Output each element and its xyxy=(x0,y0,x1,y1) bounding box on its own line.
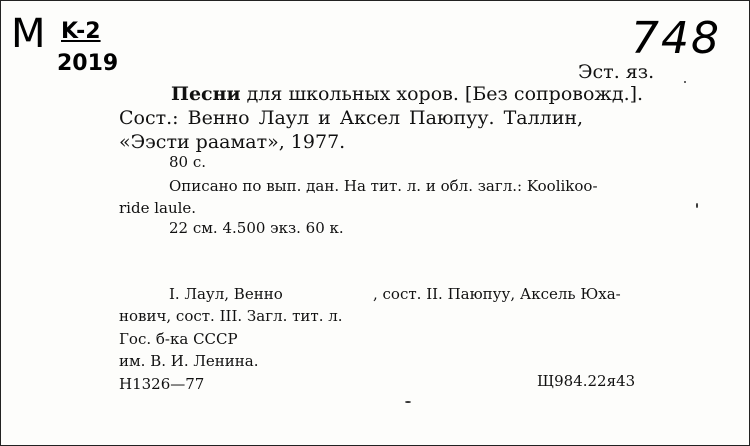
card-number: Н1326—77 xyxy=(119,375,205,393)
tracing-line-1-a: I. Лаул, Венно xyxy=(169,285,283,303)
language-note: Эст. яз. xyxy=(578,61,655,83)
pages-line: 80 с. xyxy=(169,153,207,171)
compilers-line: Сост.: Венно Лаул и Аксел Паюпуу. Таллин, xyxy=(119,107,584,129)
publisher-line: «Ээсти раамат», 1977. xyxy=(119,131,346,153)
title-line xyxy=(171,85,643,104)
scan-speck xyxy=(696,203,698,208)
handwritten-letter: M xyxy=(11,11,47,57)
handwritten-year: 2019 xyxy=(57,51,119,76)
library-line-2: им. В. И. Ленина. xyxy=(119,352,259,370)
library-line-1: Гос. б-ка СССР xyxy=(119,330,238,348)
scan-speck xyxy=(405,401,411,403)
title-main: Песни xyxy=(171,83,241,105)
title-rest: для школьных хоров. [Без сопровожд.]. xyxy=(246,83,644,105)
tracing-line-2: нович, сост. III. Загл. тит. л. xyxy=(119,307,343,325)
format-line: 22 см. 4.500 экз. 60 к. xyxy=(169,219,344,237)
handwritten-number: 748 xyxy=(631,13,721,64)
tracing-line-1-b: , сост. II. Паюпуу, Аксель Юха- xyxy=(373,285,621,303)
scan-speck xyxy=(684,81,686,83)
classification-code: Щ984.22я43 xyxy=(537,372,636,390)
handwritten-shelf-mark: K-2 xyxy=(61,19,101,44)
note-line-1: Описано по вып. дан. На тит. л. и обл. загл.: Koolikoo- xyxy=(169,177,598,195)
note-line-2: ride laule. xyxy=(119,199,197,217)
